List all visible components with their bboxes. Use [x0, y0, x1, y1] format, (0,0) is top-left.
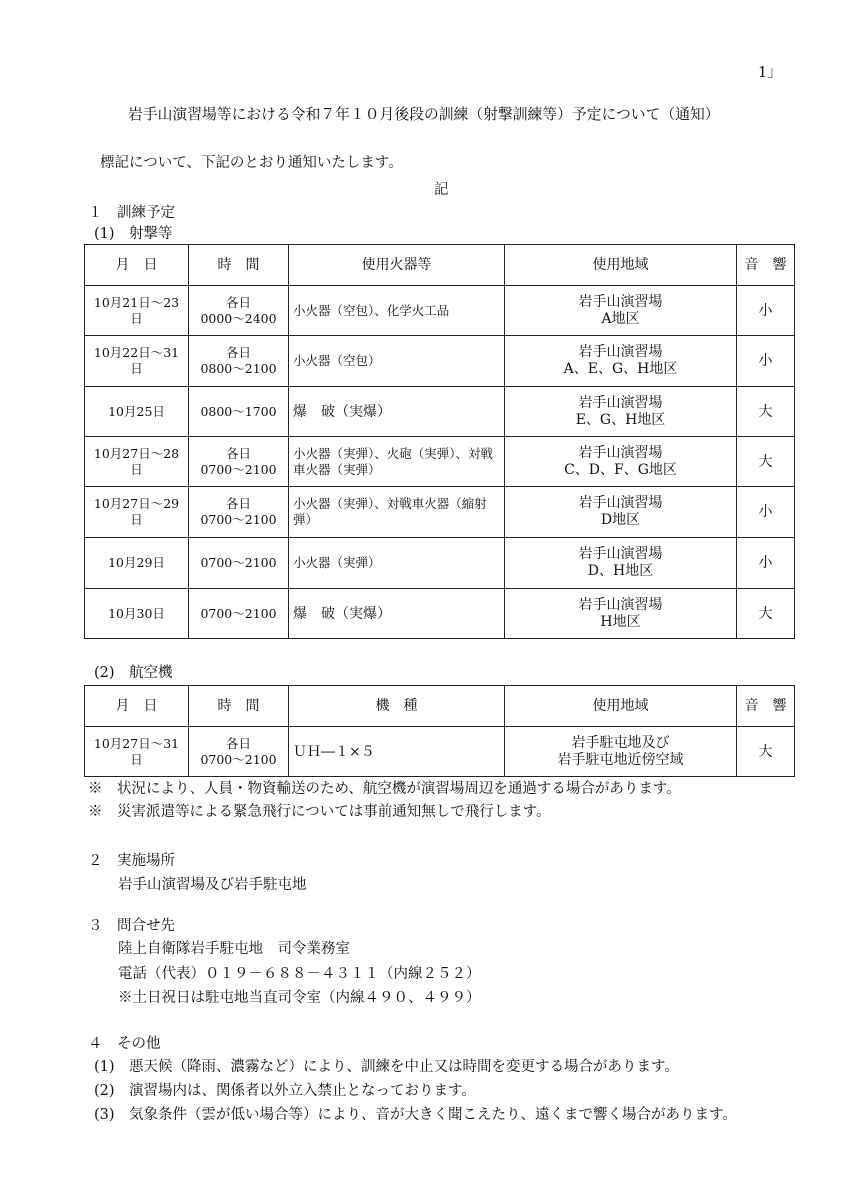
row-time: 各日 0700～2100 [189, 437, 289, 487]
row-area: 岩手駐屯地及び 岩手駐屯地近傍空域 [505, 727, 737, 777]
row-time: 各日 0700～2100 [189, 487, 289, 538]
row-area: 岩手山演習場 C、D、F、G地区 [505, 437, 737, 487]
row-date: 10月29日 [85, 538, 189, 589]
row-area: 岩手山演習場 D地区 [505, 487, 737, 538]
section1-sub1: (1) 射撃等 [94, 226, 173, 242]
table-row [85, 538, 795, 589]
table-row [85, 286, 795, 336]
table-row [85, 487, 795, 538]
section3-heading: ３ 問合せ先 [88, 918, 175, 934]
header-date: 月 日 [85, 245, 189, 286]
table-row [85, 727, 795, 777]
row-sound: 大 [737, 437, 795, 487]
table-row [85, 336, 795, 387]
contact-office: 陸上自衛隊岩手駐屯地 司令業務室 [118, 941, 350, 957]
row-date: 10月27日～31日 [85, 727, 189, 777]
row-sound: 大 [737, 589, 795, 639]
row-date: 10月27日～29日 [85, 487, 189, 538]
section2-heading: ２ 実施場所 [88, 853, 175, 869]
row-area: 岩手山演習場 D、H地区 [505, 538, 737, 589]
other-item-3: (3) 気象条件（雲が低い場合等）により、音が大きく聞こえたり、遠くまで響く場合があります。 [94, 1107, 737, 1123]
row-area: 岩手山演習場 A、E、G、H地区 [505, 336, 737, 387]
row-weapons: 小火器（実弾） [289, 538, 505, 589]
contact-weekend: ※土日祝日は駐屯地当直司令室（内線４９０、４９９） [118, 990, 481, 1006]
intro-text: 標記について、下記のとおり通知いたします。 [100, 155, 403, 171]
header-weapons: 使用火器等 [289, 245, 505, 286]
ki-marker: 記 [434, 182, 449, 198]
row-date: 10月25日 [85, 387, 189, 437]
row-sound: 大 [737, 727, 795, 777]
header-sound: 音 響 [737, 686, 795, 727]
section2-body: 岩手山演習場及び岩手駐屯地 [118, 877, 307, 893]
row-weapons: 小火器（空包）、化学火工品 [289, 286, 505, 336]
row-weapons: 爆 破（実爆） [289, 589, 505, 639]
header-area: 使用地域 [505, 245, 737, 286]
row-weapons: 小火器（空包） [289, 336, 505, 387]
row-time: 0700～2100 [189, 538, 289, 589]
row-weapons: 小火器（実弾）、対戦車火器（縮射弾） [289, 487, 505, 538]
other-item-1: (1) 悪天候（降雨、濃霧など）により、訓練を中止又は時間を変更する場合があります。 [94, 1059, 679, 1075]
table-header-row [85, 686, 795, 727]
header-time: 時 間 [189, 686, 289, 727]
note-2: ※ 災害派遣等による緊急飛行については事前通知無しで飛行します。 [88, 804, 551, 820]
section1-heading: １ 訓練予定 [88, 205, 175, 221]
row-area: 岩手山演習場 A地区 [505, 286, 737, 336]
row-area: 岩手山演習場 H地区 [505, 589, 737, 639]
row-time: 0800～1700 [189, 387, 289, 437]
row-sound: 小 [737, 487, 795, 538]
firing-schedule-table [84, 244, 795, 639]
row-date: 10月27日～28日 [85, 437, 189, 487]
row-time: 各日 0700～2100 [189, 727, 289, 777]
other-item-2: (2) 演習場内は、関係者以外立入禁止となっております。 [94, 1083, 476, 1099]
row-time: 0700～2100 [189, 589, 289, 639]
table-row [85, 589, 795, 639]
row-time: 各日 0800～2100 [189, 336, 289, 387]
table-row [85, 437, 795, 487]
row-date: 10月21日～23日 [85, 286, 189, 336]
row-date: 10月30日 [85, 589, 189, 639]
header-area: 使用地域 [505, 686, 737, 727]
note-1: ※ 状況により、人員・物資輸送のため、航空機が演習場周辺を通過する場合があります。 [88, 781, 681, 797]
header-time: 時 間 [189, 245, 289, 286]
table-row [85, 387, 795, 437]
section1-sub2: (2) 航空機 [94, 665, 173, 681]
aircraft-table [84, 685, 795, 777]
contact-phone: 電話（代表）０１９－６８８－４３１１（内線２５２） [118, 966, 481, 982]
table-header-row [85, 245, 795, 286]
row-sound: 大 [737, 387, 795, 437]
header-sound: 音 響 [737, 245, 795, 286]
header-date: 月 日 [85, 686, 189, 727]
row-weapons: 小火器（実弾）、火砲（実弾）、対戦車火器（実弾） [289, 437, 505, 487]
row-date: 10月22日～31日 [85, 336, 189, 387]
row-weapons: 爆 破（実爆） [289, 387, 505, 437]
page-number: 1」 [758, 65, 782, 81]
row-sound: 小 [737, 336, 795, 387]
row-area: 岩手山演習場 E、G、H地区 [505, 387, 737, 437]
row-time: 各日 0000～2400 [189, 286, 289, 336]
row-aircraft: ＵＨ―１×５ [289, 727, 505, 777]
document-title: 岩手山演習場等における令和７年１０月後段の訓練（射撃訓練等）予定について（通知） [128, 106, 720, 123]
section4-heading: ４ その他 [88, 1036, 161, 1052]
row-sound: 小 [737, 538, 795, 589]
row-sound: 小 [737, 286, 795, 336]
header-aircraft: 機 種 [289, 686, 505, 727]
